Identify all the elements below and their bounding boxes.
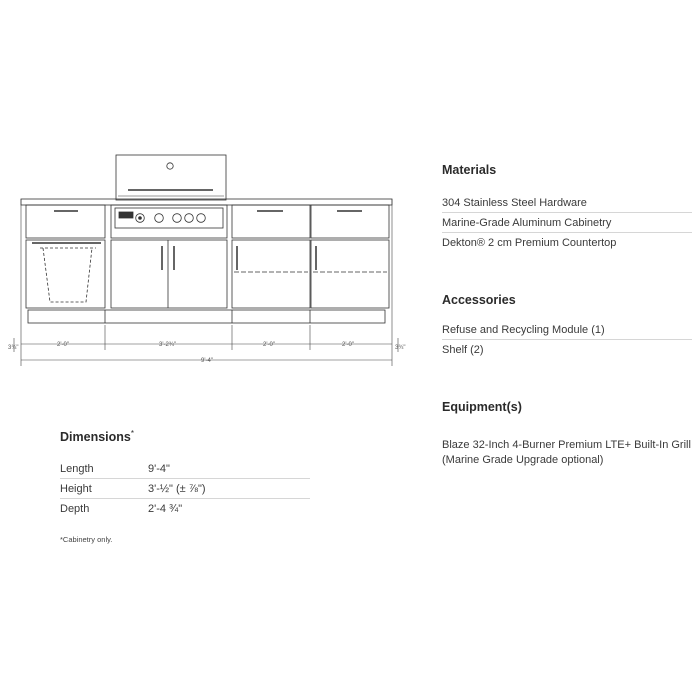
dimensions-title-mark: * <box>130 429 134 438</box>
dimensions-label: Length <box>60 463 94 475</box>
grill-thermometer <box>167 163 173 169</box>
drawer-right-2 <box>311 205 389 238</box>
dim-seg-3: 2'-0" <box>263 342 275 348</box>
accessories-title: Accessories <box>442 293 516 307</box>
dim-side-right: 3¾" <box>395 345 406 351</box>
dimensions-row <box>60 481 310 499</box>
accessories-item: Shelf (2) <box>442 344 484 356</box>
dimensions-value: 9'-4" <box>148 463 170 475</box>
cabinet-right-1 <box>232 240 310 308</box>
refuse-bin <box>43 248 92 302</box>
drawer-right-1 <box>232 205 310 238</box>
dimensions-value: 3'-½" (± ⅞") <box>148 483 206 495</box>
materials-title: Materials <box>442 163 497 177</box>
materials-item: Dekton® 2 cm Premium Countertop <box>442 237 617 249</box>
materials-item: Marine-Grade Aluminum Cabinetry <box>442 215 692 233</box>
grill-control-panel <box>111 205 227 238</box>
dimensions-footnote: *Cabinetry only. <box>60 535 113 544</box>
dim-side-left: 3¾" <box>8 345 19 351</box>
dimensions-value: 2'-4 ¾" <box>148 503 183 515</box>
dimensions-label: Depth <box>60 503 90 515</box>
dim-seg-2: 3'-2¾" <box>159 342 176 348</box>
dimensions-table <box>60 461 310 520</box>
materials-item: 304 Stainless Steel Hardware <box>442 195 692 213</box>
toe-kick <box>28 310 385 323</box>
grill-knob-5 <box>197 214 206 223</box>
drawer-left <box>26 205 105 238</box>
grill-hood <box>116 155 226 200</box>
equipment-description: Blaze 32-Inch 4-Burner Premium LTE+ Built-In Grill (Marine Grade Upgrade optional) <box>442 439 691 466</box>
materials-list <box>442 195 692 254</box>
grill-knob-6 <box>139 217 142 220</box>
grill-knob-3 <box>173 214 182 223</box>
accessories-item: Refuse and Recycling Module (1) <box>442 322 692 340</box>
grill-base-cabinet <box>111 240 227 308</box>
cabinet-right-2 <box>311 240 389 308</box>
grill-knob-2 <box>155 214 164 223</box>
dimensions-row <box>60 501 310 518</box>
dimensions-row <box>60 461 310 479</box>
dimensions-title <box>60 429 134 444</box>
accessories-list <box>442 322 692 361</box>
dim-seg-1: 2'-0" <box>57 342 69 348</box>
grill-logo <box>119 212 133 218</box>
grill-knob-4 <box>185 214 194 223</box>
dimensions-label: Height <box>60 483 92 495</box>
refuse-module-cabinet <box>26 240 105 308</box>
dim-overall: 9'-4" <box>201 358 213 364</box>
equipment-title: Equipment(s) <box>442 400 522 414</box>
dimensions-title-text: Dimensions <box>60 430 131 445</box>
dim-seg-4: 2'-0" <box>342 342 354 348</box>
